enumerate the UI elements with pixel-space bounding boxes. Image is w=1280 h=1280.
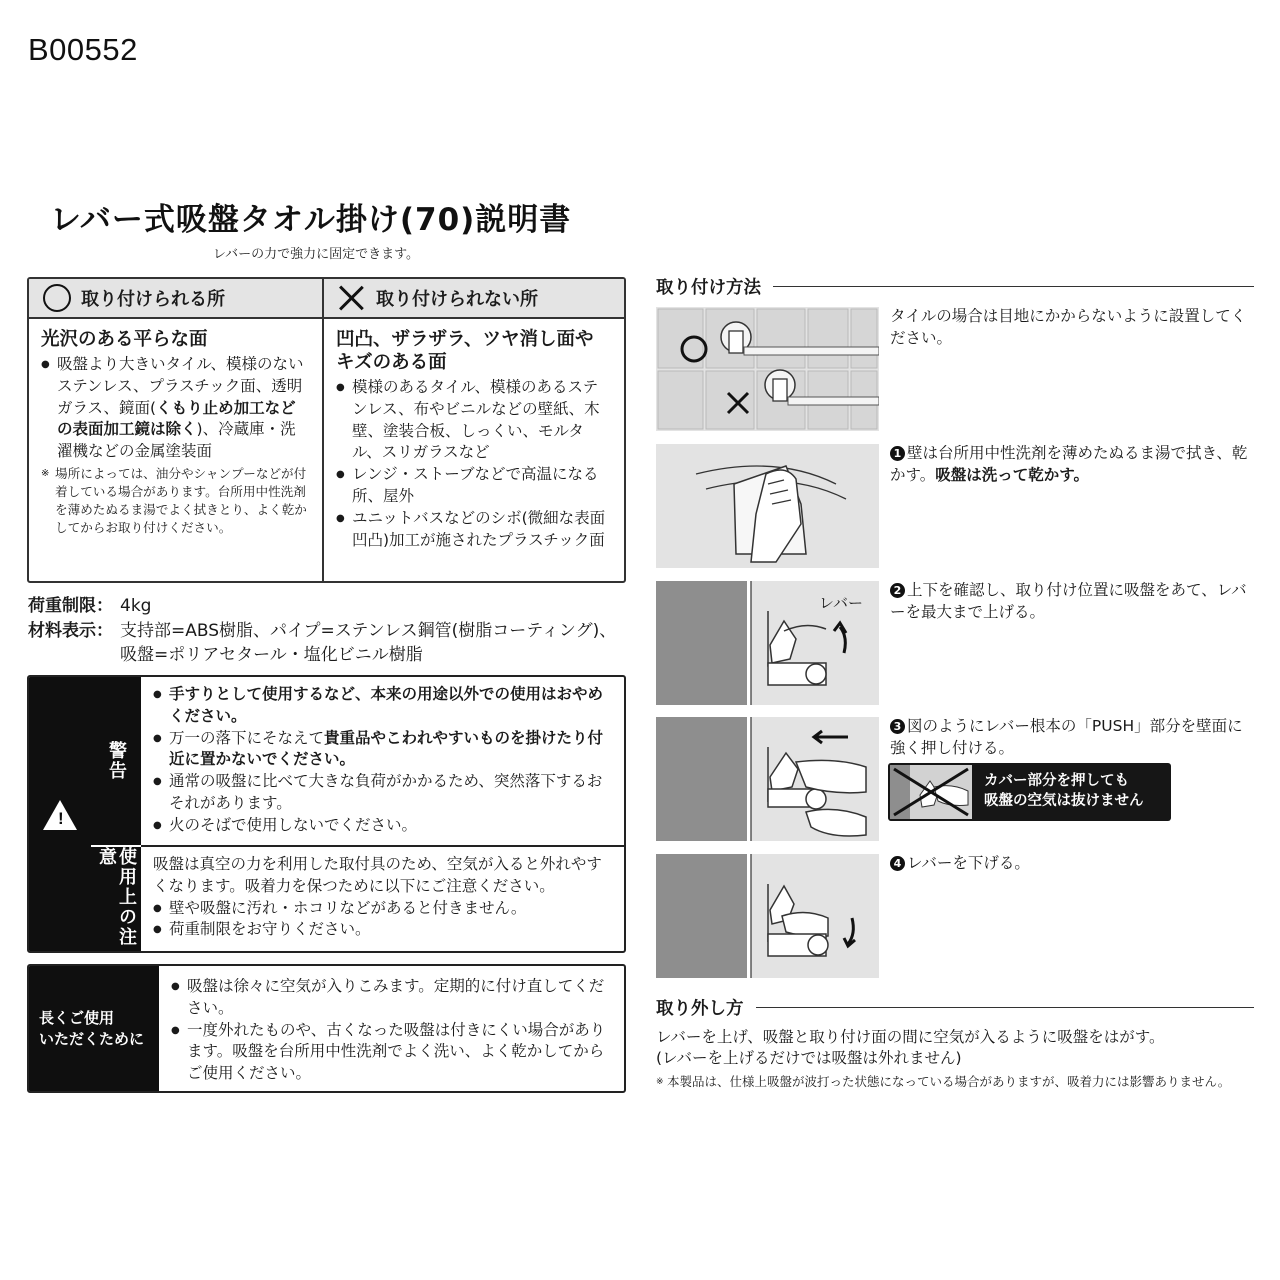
non-mountable-item: ● ユニットバスなどのシボ(微細な表面凹凸)加工が施されたプラスチック面 — [336, 508, 612, 552]
step2-instruction: 2 上下を確認し、取り付け位置に吸盤をあて、レバーを最大まで上げる。 — [890, 581, 1247, 621]
warning-section — [27, 675, 626, 953]
page-subtitle: レバーの力で強力に固定できます。 — [213, 247, 420, 262]
step1-illustration — [656, 444, 879, 568]
mountable-note: ※ 場所によっては、油分やシャンプーなどが付着している場合があります。台所用中性洗剤を薄めたぬるま湯でよく拭きとり、よく乾かしてからお取り付けください。 — [41, 465, 310, 537]
warning-label: 警告 — [91, 677, 141, 847]
non-mountable-subheading: 凹凸、ザラザラ、ツヤ消し面やキズのある面 — [336, 329, 594, 373]
step3-illustration — [656, 717, 879, 841]
mountable-item: ● 吸盤より大きいタイル、模様のないステンレス、プラスチック面、透明ガラス、鏡面(くもり止め加工などの表面加工鏡は除く)、冷蔵庫・洗濯機などの金属塗装面 — [41, 354, 310, 463]
step1-number: 1 — [890, 446, 905, 461]
non-mountable-item: ● 模様のあるタイル、模様のあるステンレス、布やビニルなどの壁紙、木壁、塗装合板、しっくい、モルタル、スリガラスなど — [336, 377, 612, 464]
warning-content — [141, 677, 626, 847]
load-limit-label: 荷重制限： — [28, 596, 113, 616]
document-code: B00552 — [28, 32, 138, 67]
long-use-section — [27, 964, 626, 1093]
tile-illustration — [656, 307, 879, 431]
long-use-item: ● 一度外れたものや、古くなった吸盤は付きにくい場合があります。吸盤を台所用中性洗剤でよく洗い、よく乾かしてからご使用ください。 — [171, 1020, 614, 1085]
load-limit-value: 4kg — [120, 596, 152, 616]
cover-note-text: カバー部分を押しても 吸盤の空気は抜けません — [984, 773, 1144, 809]
install-heading: 取り付け方法 — [656, 274, 1254, 299]
warning-item: ● 通常の吸盤に比べて大きな負荷がかかるため、突然落下するおそれがあります。 — [153, 771, 616, 815]
page-title: レバー式吸盤タオル掛け(70)説明書 — [50, 202, 572, 238]
lever-label: レバー — [819, 594, 863, 612]
material-label: 材料表示： — [28, 620, 113, 641]
long-use-content — [159, 966, 624, 1085]
mountable-subheading: 光沢のある平らな面 — [41, 329, 208, 350]
long-use-item: ● 吸盤は徐々に空気が入りこみます。定期的に付け直してください。 — [171, 976, 614, 1020]
mountable-header-label: 取り付けられる所 — [81, 289, 225, 310]
caution-content — [141, 847, 626, 953]
warning-item: ● 万一の落下にそなえて貴重品やこわれやすいものを掛けたり付近に置かないでください。 — [153, 728, 616, 772]
specifications — [28, 594, 630, 668]
warning-item: ● 火のそばで使用しないでください。 — [153, 815, 616, 837]
material-value: 支持部=ABS樹脂、パイプ=ステンレス鋼管(樹脂コーティング)、吸盤=ポリアセタール・塩化ビニル樹脂 — [120, 620, 617, 665]
removal-heading: 取り外し方 — [656, 995, 1254, 1020]
tile-instruction: タイルの場合は目地にかからないように設置してください。 — [890, 307, 1247, 347]
non-mountable-header — [324, 279, 624, 319]
step3-number: 3 — [890, 719, 905, 734]
mounting-surface-table — [27, 277, 626, 583]
circle-ok-icon — [43, 284, 71, 312]
step3-instruction: 3 図のようにレバー根本の「PUSH」部分を壁面に強く押し付ける。 — [890, 717, 1243, 757]
mountable-column — [29, 279, 324, 581]
non-mountable-item: ● レンジ・ストーブなどで高温になる所、屋外 — [336, 464, 612, 508]
caution-intro: 吸盤は真空の力を利用した取付具のため、空気が入ると外れやすくなります。吸着力を保つために以下にご注意ください。 — [153, 855, 602, 895]
removal-note: ※ 本製品は、仕様上吸盤が波打った状態になっている場合がありますが、吸着力には影響ありません。 — [656, 1073, 1256, 1091]
removal-instruction: レバーを上げ、吸盤と取り付け面の間に空気が入るように吸盤をはがす。 (レバーを上げるだけでは吸盤は外れません) — [656, 1028, 1165, 1067]
step4-illustration — [656, 854, 879, 978]
warning-item: ● 手すりとして使用するなど、本来の用途以外での使用はおやめください。 — [153, 684, 616, 728]
caution-item: ● 荷重制限をお守りください。 — [153, 919, 616, 941]
step2-number: 2 — [890, 583, 905, 598]
cover-press-thumbnail — [890, 765, 972, 819]
step4-instruction: 4 レバーを下げる。 — [890, 852, 1258, 874]
cross-ng-icon — [338, 284, 366, 312]
non-mountable-header-label: 取り付けられない所 — [376, 289, 538, 310]
mountable-header — [29, 279, 322, 319]
step4-number: 4 — [890, 856, 905, 871]
non-mountable-column — [324, 279, 624, 581]
cover-note-box — [888, 763, 1171, 821]
caution-label: 使用上の注意 — [91, 847, 141, 953]
step1-instruction: 1 壁は台所用中性洗剤を薄めたぬるま湯で拭き、乾かす。吸盤は洗って乾かす。 — [890, 444, 1248, 484]
long-use-label: 長くご使用 いただくために — [29, 966, 159, 1091]
caution-item: ● 壁や吸盤に汚れ・ホコリなどがあると付きません。 — [153, 898, 616, 920]
exclamation-icon: ! — [58, 809, 64, 828]
